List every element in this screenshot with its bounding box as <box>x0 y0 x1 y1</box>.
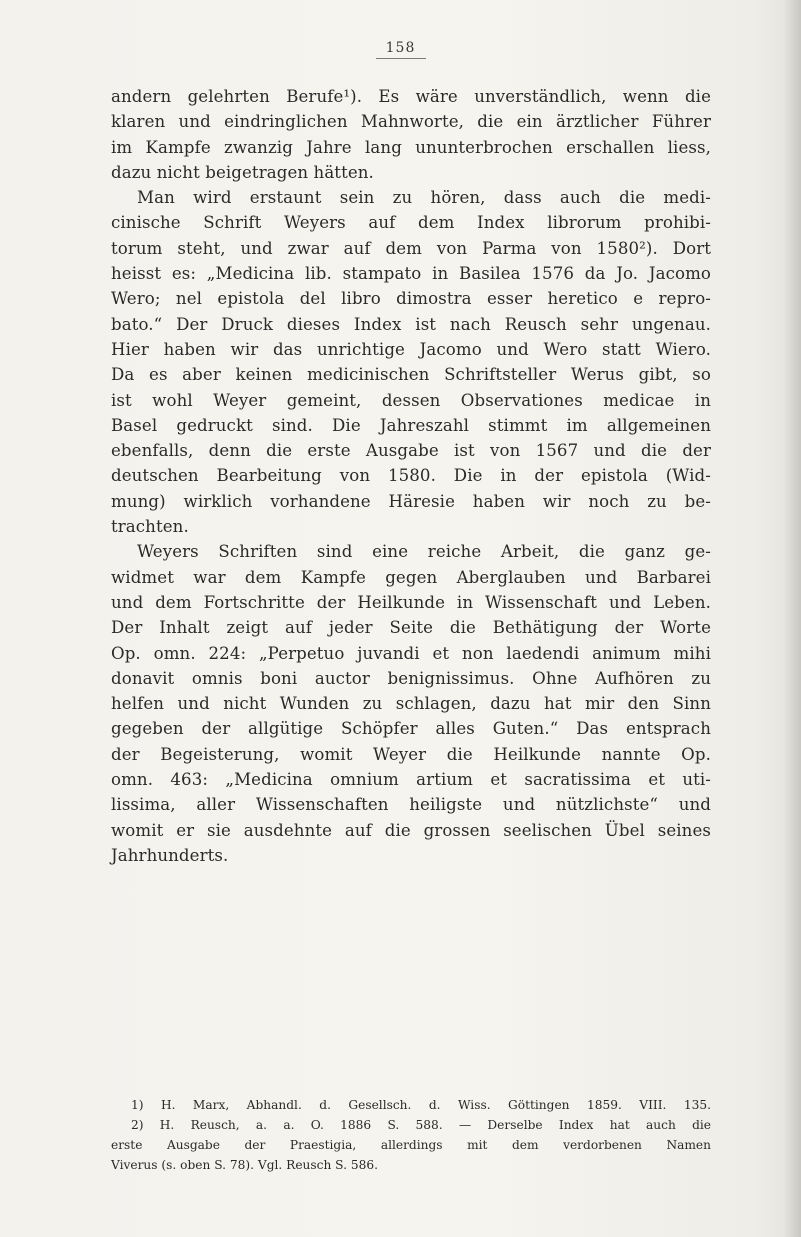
body-line: ebenfalls, denn die erste Ausgabe ist von 1567 und die der <box>111 441 711 461</box>
page-number: 158 <box>0 40 801 59</box>
body-line: andern gelehrten Berufe¹). Es wäre unverständlich, wenn die <box>111 87 711 106</box>
body-line: womit er sie ausdehnte auf die grossen seelischen Übel seines <box>111 820 711 840</box>
body-line: Weyers Schriften sind eine reiche Arbeit, die ganz ge- <box>137 542 711 562</box>
body-line: klaren und eindringlichen Mahnworte, die ein ärztlicher Führer <box>111 112 711 132</box>
body-line: Basel gedruckt sind. Die Jahreszahl stimmt im allgemeinen <box>111 415 711 435</box>
body-line: Man wird erstaunt sein zu hören, dass auch die medi- <box>137 188 711 208</box>
body-line: deutschen Bearbeitung von 1580. Die in der epistola (Wid- <box>111 466 711 486</box>
body-line: Wero; nel epistola del libro dimostra esser heretico e repro- <box>111 289 711 309</box>
body-line: cinische Schrift Weyers auf dem Index librorum prohibi- <box>111 213 711 233</box>
body-line: Hier haben wir das unrichtige Jacomo und Wero statt Wiero. <box>111 339 711 359</box>
body-line: donavit omnis boni auctor benignissimus. Ohne Aufhören zu <box>111 668 711 688</box>
body-line: dazu nicht beigetragen hätten. <box>111 162 374 182</box>
body-line: helfen und nicht Wunden zu schlagen, dazu hat mir den Sinn <box>111 694 711 714</box>
body-line: bato.“ Der Druck dieses Index ist nach Reusch sehr ungenau. <box>111 314 711 334</box>
body-line: der Begeisterung, womit Weyer die Heilkunde nannte Op. <box>111 744 711 764</box>
body-line: und dem Fortschritte der Heilkunde in Wissenschaft und Leben. <box>111 592 711 612</box>
body-line: heisst es: „Medicina lib. stampato in Basilea 1576 da Jo. Jacomo <box>111 264 711 284</box>
body-line: Jahrhunderts. <box>111 845 229 865</box>
body-line: Der Inhalt zeigt auf jeder Seite die Bethätigung der Worte <box>111 618 711 638</box>
footnotes <box>111 1095 711 1175</box>
footnote-line: 1) H. Marx, Abhandl. d. Gesellsch. d. Wiss. Göttingen 1859. VIII. 135. <box>131 1098 711 1112</box>
body-line: Op. omn. 224: „Perpetuo juvandi et non laedendi animum mihi <box>111 643 711 663</box>
footnote-line: Viverus (s. oben S. 78). Vgl. Reusch S. 586. <box>111 1158 378 1172</box>
body-line: trachten. <box>111 517 189 537</box>
page-edge-shadow <box>783 0 801 1237</box>
body-line: im Kampfe zwanzig Jahre lang ununterbrochen erschallen liess, <box>111 137 711 157</box>
footnote-line: erste Ausgabe der Praestigia, allerdings mit dem verdorbenen Namen <box>111 1138 711 1152</box>
body-line: gegeben der allgütige Schöpfer alles Guten.“ Das entsprach <box>111 719 711 739</box>
body-line: torum steht, und zwar auf dem von Parma von 1580²). Dort <box>111 238 711 258</box>
footnote-line: 2) H. Reusch, a. a. O. 1886 S. 588. — Derselbe Index hat auch die <box>131 1118 711 1132</box>
body-line: omn. 463: „Medicina omnium artium et sacratissima et uti- <box>111 770 711 790</box>
body-text <box>111 84 711 868</box>
body-line: ist wohl Weyer gemeint, dessen Observationes medicae in <box>111 390 711 410</box>
body-line: widmet war dem Kampfe gegen Aberglauben und Barbarei <box>111 567 711 587</box>
body-line: lissima, aller Wissenschaften heiligste und nützlichste“ und <box>111 795 711 815</box>
body-line: mung) wirklich vorhandene Häresie haben wir noch zu be- <box>111 491 711 511</box>
body-line: Da es aber keinen medicinischen Schriftsteller Werus gibt, so <box>111 365 711 385</box>
